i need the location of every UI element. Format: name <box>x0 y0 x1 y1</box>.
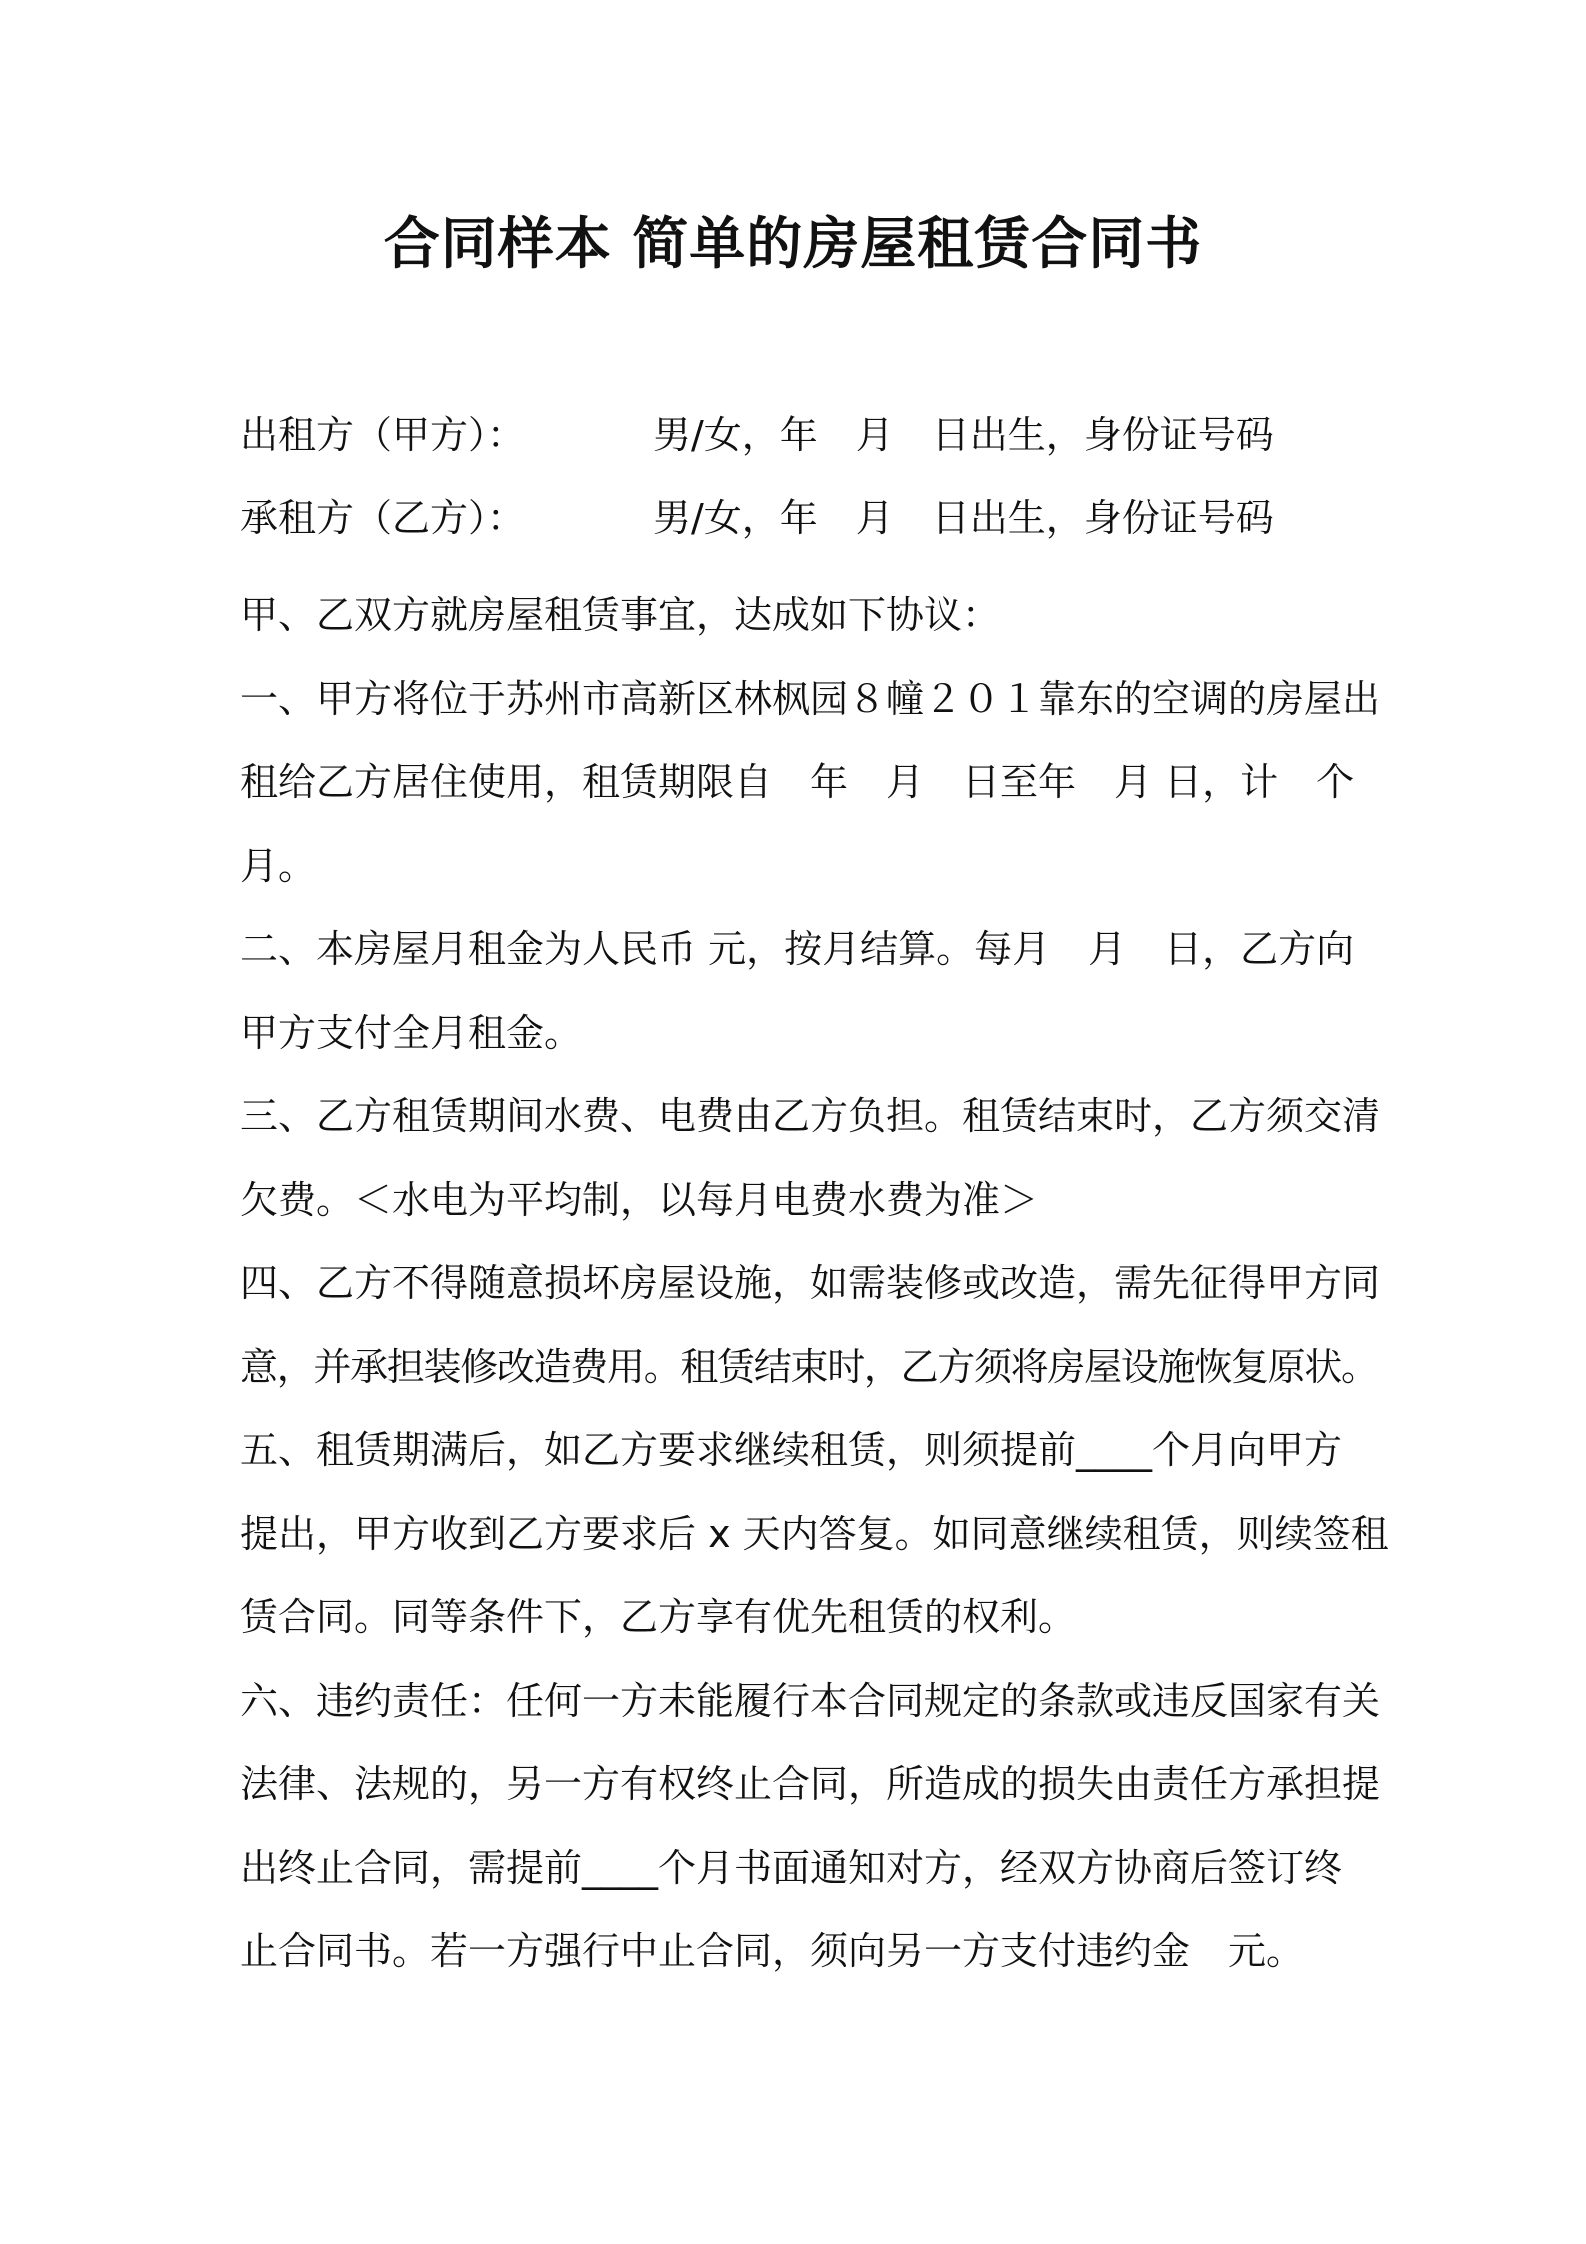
clause-6-line-3: 出终止合同，需提前____个月书面通知对方，经双方协商后签订终 <box>240 1845 1343 1890</box>
clause-4-line-2: 意，并承担装修改造费用。租赁结束时，乙方须将房屋设施恢复原状。 <box>240 1344 1378 1389</box>
clause-6-line-4: 止合同书。若一方强行中止合同，须向另一方支付违约金 元。 <box>240 1929 1305 1973</box>
contract-body <box>240 574 1389 1994</box>
clause-5-line-3: 赁合同。同等条件下，乙方享有优先租赁的权利。 <box>240 1595 1077 1639</box>
agreement-intro: 甲、乙双方就房屋租赁事宜，达成如下协议： <box>240 593 1001 637</box>
clause-5-line-2: 提出，甲方收到乙方要求后 x 天内答复。如同意继续租赁，则续签租 <box>240 1511 1389 1556</box>
clause-2-line-2: 甲方支付全月租金。 <box>240 1010 583 1055</box>
clause-4-line-1: 四、乙方不得随意损坏房屋设施，如需装修或改造，需先征得甲方同 <box>240 1261 1381 1305</box>
clause-1-line-3: 月。 <box>240 843 317 888</box>
lessor-label: 出租方（甲方）： <box>240 413 526 457</box>
clause-1-line-2: 租给乙方居住使用，租赁期限自 年 月 日至年 月 日，计 个 <box>240 760 1355 804</box>
lessee-info: 男/女，年 月 日出生，身份证号码 <box>653 496 1274 540</box>
clause-2-line-1: 二、本房屋月租金为人民币 元，按月结算。每月 月 日，乙方向 <box>240 927 1355 971</box>
clause-3-line-1: 三、乙方租赁期间水费、电费由乙方负担。租赁结束时，乙方须交清 <box>240 1094 1381 1138</box>
clause-6-line-2: 法律、法规的，另一方有权终止合同，所造成的损失由责任方承担提 <box>240 1762 1381 1806</box>
clause-5-line-1: 五、租赁期满后，如乙方要求继续租赁，则须提前____个月向甲方 <box>240 1428 1343 1472</box>
clause-1-line-1: 一、甲方将位于苏州市高新区林枫园８幢２０１靠东的空调的房屋出 <box>240 676 1381 721</box>
clause-6-line-1: 六、违约责任：任何一方未能履行本合同规定的条款或违反国家有关 <box>240 1678 1381 1723</box>
lessor-info: 男/女，年 月 日出生，身份证号码 <box>653 413 1274 457</box>
document-title: 合同样本 简单的房屋租赁合同书 <box>383 212 1203 277</box>
clause-3-line-2: 欠费。＜水电为平均制，以每月电费水费为准＞ <box>240 1177 1039 1222</box>
lessee-label: 承租方（乙方）： <box>240 496 526 540</box>
